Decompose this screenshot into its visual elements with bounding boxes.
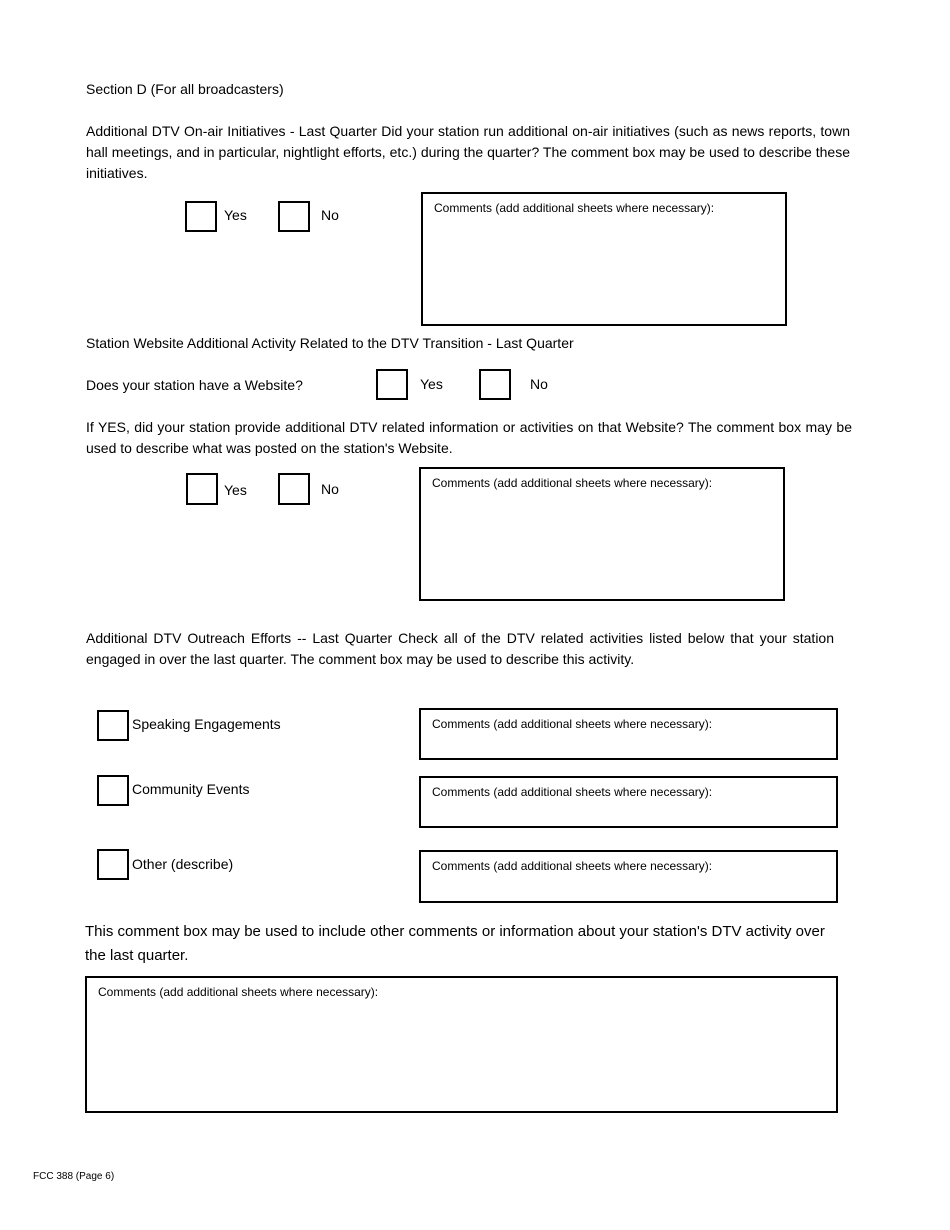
section-title: Section D (For all broadcasters)	[86, 81, 284, 97]
outreach-question: Additional DTV Outreach Efforts -- Last Quarter Check all of the DTV related activities listed below that your station engaged in over the last quarter. The comment box may be used to describe this activity.	[86, 630, 834, 667]
comment-box-label: Comments (add additional sheets where necessary):	[434, 201, 715, 215]
onair-question: Additional DTV On-air Initiatives - Last Quarter Did your station run additional on-air initiatives (such as news reports, town hall meetings, and in particular, nightlight efforts, etc.) during the quarter? The comment box may be used to describe these initiatives.	[86, 123, 850, 181]
community-events-comment-box[interactable]	[419, 776, 838, 828]
onair-comment-box[interactable]	[421, 192, 787, 326]
website-info-no-checkbox[interactable]	[278, 473, 310, 505]
other-describe-label: Other (describe)	[132, 856, 234, 872]
website-comment-box[interactable]	[419, 467, 785, 601]
website-followup-question: If YES, did your station provide additional DTV related information or activities on that Website? The comment box may be used to describe what was posted on the station's Website.	[86, 419, 852, 456]
community-events-label: Community Events	[132, 781, 250, 797]
onair-no-label: No	[321, 207, 339, 223]
form-page-footer: FCC 388 (Page 6)	[33, 1171, 115, 1182]
website-no-checkbox[interactable]	[479, 369, 511, 400]
speaking-engagements-comment-box[interactable]	[419, 708, 838, 760]
comment-box-label: Comments (add additional sheets where necessary):	[432, 476, 713, 490]
website-yes-label: Yes	[420, 376, 443, 392]
website-info-no-label: No	[321, 481, 339, 497]
other-describe-checkbox[interactable]	[97, 849, 129, 880]
comment-box-label: Comments (add additional sheets where necessary):	[432, 785, 713, 799]
comment-box-label: Comments (add additional sheets where necessary):	[432, 859, 713, 873]
website-info-yes-checkbox[interactable]	[186, 473, 218, 505]
comment-box-label: Comments (add additional sheets where necessary):	[432, 717, 713, 731]
comment-box-label: Comments (add additional sheets where necessary):	[98, 985, 379, 999]
website-no-label: No	[530, 376, 548, 392]
other-describe-comment-box[interactable]	[419, 850, 838, 903]
other-comments-prompt: This comment box may be used to include other comments or information about your station's DTV activity over the last quarter.	[85, 923, 825, 964]
other-comments-box[interactable]	[85, 976, 838, 1113]
website-yes-checkbox[interactable]	[376, 369, 408, 400]
speaking-engagements-checkbox[interactable]	[97, 710, 129, 741]
website-heading: Station Website Additional Activity Related to the DTV Transition - Last Quarter	[86, 335, 574, 351]
website-question: Does your station have a Website?	[86, 377, 303, 393]
speaking-engagements-label: Speaking Engagements	[132, 716, 281, 732]
community-events-checkbox[interactable]	[97, 775, 129, 806]
website-info-yes-label: Yes	[224, 482, 247, 498]
onair-yes-checkbox[interactable]	[185, 201, 217, 232]
onair-no-checkbox[interactable]	[278, 201, 310, 232]
onair-yes-label: Yes	[224, 207, 247, 223]
